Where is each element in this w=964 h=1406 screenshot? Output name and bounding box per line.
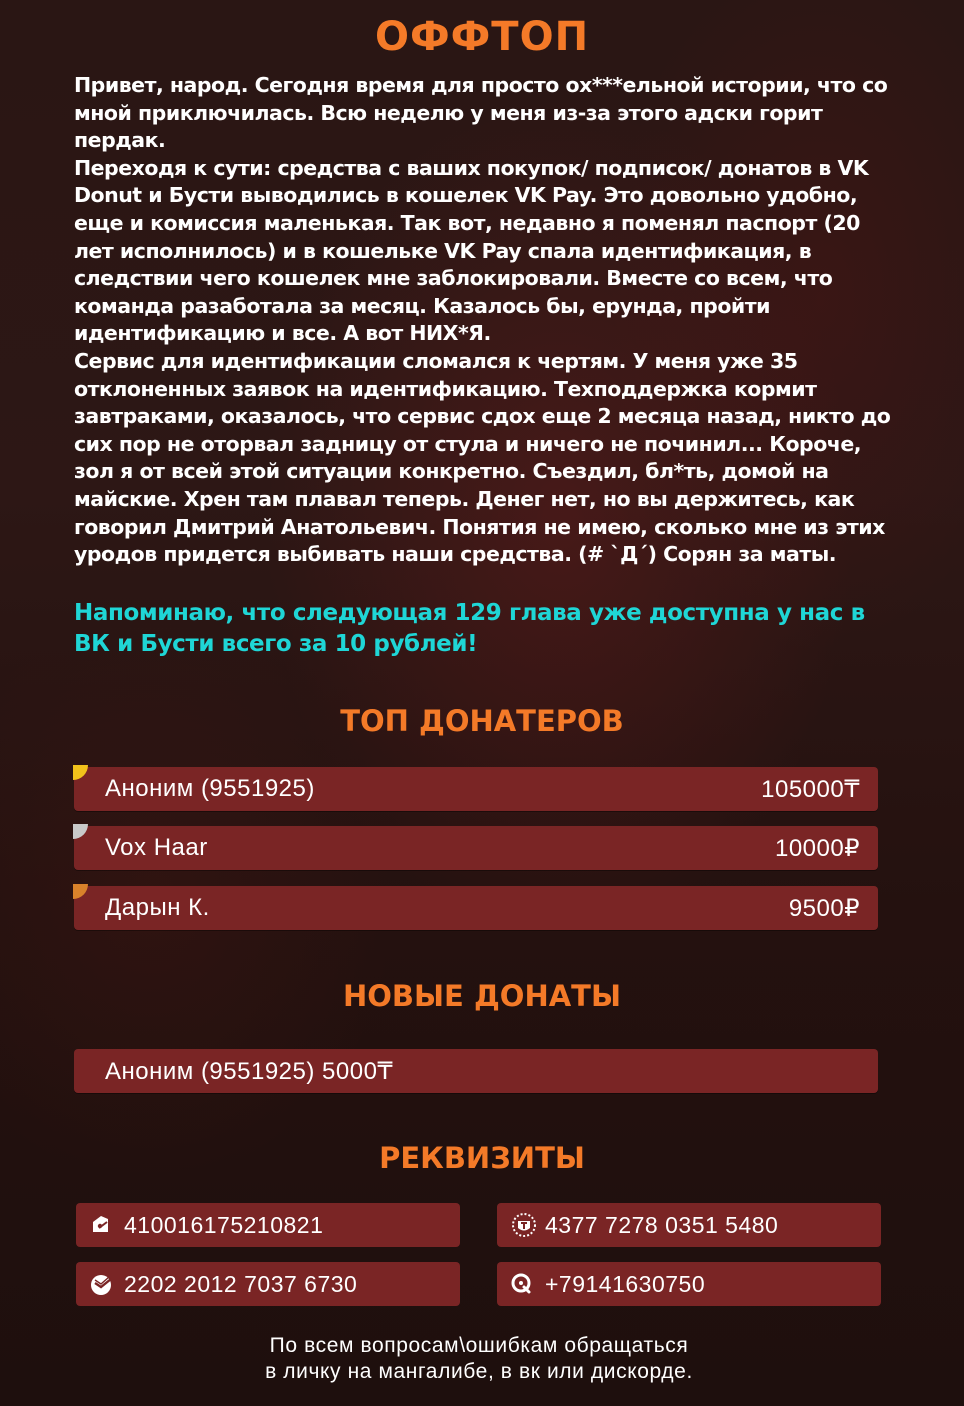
qiwi-icon (509, 1271, 535, 1297)
top-donors-title: ТОП ДОНАТЕРОВ (340, 704, 624, 738)
story-paragraph: Сервис для идентификации сломался к чертям. У меня уже 35 отклоненных заявок на идентификацию. Техподдержка кормит завтраками, оказалось, что сервис сдох еще 2 месяца назад, никто до сих пор не оторвал задницу от стула и ничего не починил... Короче, зол я от всей этой ситуации конкретно. Съездил, бл*ть, домой на майские. Хрен там плавал теперь. Денег нет, но вы держитесь, как говорил Дмитрий Анатольевич. Понятия не имею, сколько мне из этих уродов придется выбивать наши средства. (# `Д´) Сорян за маты. (74, 348, 891, 567)
requisite-value[interactable]: 4377 7278 0351 5480 (545, 1211, 779, 1238)
yoomoney-icon (88, 1212, 114, 1238)
requisite-yoomoney[interactable] (76, 1203, 460, 1247)
silver-medal-icon (73, 824, 88, 839)
sberbank-icon (88, 1271, 114, 1297)
footer-line: По всем вопросам\ошибкам обращаться (269, 1334, 689, 1357)
footer-line: в личку на мангалибе, в вк или дискорде. (265, 1360, 693, 1383)
story-paragraph: Переходя к сути: средства с ваших покупок/ подписок/ донатов в VK Donut и Бусти выводились в кошелек VK Pay. Это довольно удобно, еще и комиссия маленькая. Так вот, недавно я поменял паспорт (20 лет исполнилось) и в кошельке VK Pay спала идентификация, в следствии чего кошелек мне заблокировали. Вместе со всем, что команда разаботала за месяц. Казалось бы, ерунда, пройти идентификацию и все. А вот НИХ*Я. (74, 155, 869, 346)
donor-name: Аноним (9551925) (105, 775, 315, 802)
donor-amount: 9500₽ (788, 894, 860, 922)
new-donation-row (74, 1049, 878, 1093)
contact-footer (0, 1333, 958, 1385)
story-text (74, 72, 894, 569)
requisites-title: РЕКВИЗИТЫ (379, 1141, 585, 1175)
top-donor-row (74, 886, 878, 930)
requisite-value[interactable]: +79141630750 (545, 1270, 706, 1297)
top-donor-row (74, 767, 878, 811)
donor-amount: 10000₽ (774, 834, 860, 862)
page-title: ОФФТОП (374, 14, 590, 60)
gold-medal-icon (73, 765, 88, 780)
requisite-value[interactable]: 2202 2012 7037 6730 (124, 1270, 358, 1297)
bronze-medal-icon (73, 884, 88, 899)
requisite-value[interactable]: 410016175210821 (124, 1211, 324, 1238)
tinkoff-icon (509, 1212, 535, 1238)
donor-name: Дарын К. (105, 894, 210, 921)
requisite-qiwi[interactable] (497, 1262, 881, 1306)
donor-name: Vox Haar (105, 834, 208, 861)
requisite-tinkoff[interactable] (497, 1203, 881, 1247)
chapter-reminder: Напоминаю, что следующая 129 глава уже доступна у нас в ВК и Бусти всего за 10 рублей! (74, 600, 865, 657)
story-paragraph: Привет, народ. Сегодня время для просто ох***ельной истории, что со мной приключилась. Всю неделю у меня из-за этого адски горит пердак. (74, 73, 888, 153)
donation-text: Аноним (9551925) 5000₸ (105, 1057, 394, 1085)
top-donor-row (74, 826, 878, 870)
requisite-sberbank[interactable] (76, 1262, 460, 1306)
new-donations-title: НОВЫЕ ДОНАТЫ (342, 979, 621, 1013)
donor-amount: 105000₸ (761, 775, 860, 803)
